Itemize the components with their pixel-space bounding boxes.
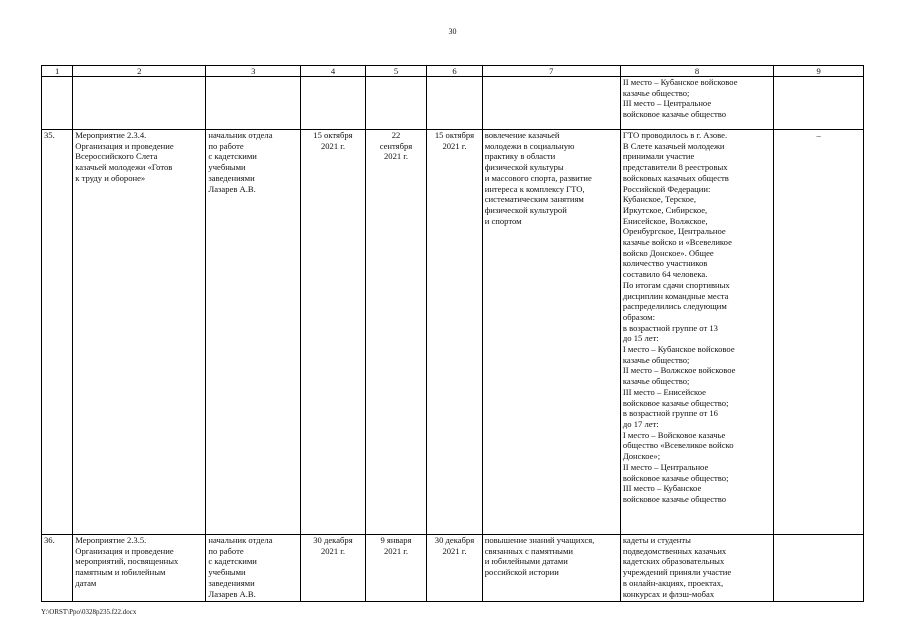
cell-text-line: Кубанское, Терское,: [622, 194, 696, 205]
date-cell: [365, 535, 427, 602]
cell-text-line: и спортом: [484, 215, 522, 226]
table-row: [42, 77, 864, 130]
row-number-cell: [42, 77, 73, 130]
activities-table: [41, 65, 864, 602]
cell-text-line: 2021 г.: [320, 545, 345, 556]
cell-text-line: подведомственных казачьих: [622, 545, 727, 556]
file-path-footer: Y:\ORST\Ppo\0328p235.f22.docx: [41, 608, 137, 616]
event-cell: [73, 130, 206, 535]
cell-text-line: российской истории: [484, 567, 559, 578]
cell-text-line: Лазарев А.В.: [208, 183, 256, 194]
result-info-cell: [620, 130, 773, 535]
cell-text-line: ГТО проводилось в г. Азове.: [622, 130, 728, 140]
cell-text-line: казачьей молодежи «Готов: [75, 162, 173, 173]
cell-text-line: заведениями: [208, 577, 255, 588]
expected-result-cell: [482, 535, 620, 602]
cell-text-line: учреждений приняли участие: [622, 567, 732, 578]
cell-text-line: в возрастной группе от 13: [622, 322, 718, 333]
cell-text-line: кадетских образовательных: [622, 556, 725, 567]
cell-text-line: с кадетскими: [208, 151, 257, 162]
event-cell: [73, 77, 206, 130]
cell-text-line: принимали участие: [622, 151, 695, 162]
cell-text-line: 2021 г.: [442, 545, 467, 556]
note-cell: [774, 77, 864, 130]
cell-text-line: Лазарев А.В.: [208, 588, 256, 599]
responsible-cell: [206, 77, 301, 130]
table-row: [42, 535, 864, 602]
date-cell: [365, 77, 427, 130]
cell-text-line: 2021 г.: [442, 140, 467, 151]
cell-text-line: Иркутское, Сибирское,: [622, 204, 708, 215]
cell-text-line: учебными: [208, 162, 246, 173]
column-number: 5: [365, 66, 427, 77]
cell-text-line: войсковое казачье общество;: [622, 472, 729, 483]
cell-text-line: 15 октября: [434, 130, 475, 140]
result-info-cell: [620, 77, 773, 130]
cell-text-line: образом:: [622, 311, 655, 322]
cell-text-line: Мероприятие 2.3.5.: [75, 535, 147, 545]
cell-text-line: 2021 г.: [383, 151, 409, 162]
cell-text-line: интереса к комплексу ГТО,: [484, 183, 585, 194]
cell-text-line: войсковое казачье общество;: [622, 397, 729, 408]
cell-text-line: II место – Кубанское войсковое: [622, 77, 738, 87]
cell-text-line: с кадетскими: [208, 556, 257, 567]
column-number: 8: [620, 66, 773, 77]
cell-text-line: к труду и обороне»: [75, 172, 146, 183]
cell-text-line: Мероприятие 2.3.4.: [75, 130, 147, 140]
cell-text-line: казачье общество;: [622, 87, 690, 98]
row-number-cell: 36.: [42, 535, 73, 602]
cell-text-line: I место – Кубанское войсковое: [622, 344, 735, 355]
cell-text-line: и массового спорта, развитие: [484, 172, 592, 183]
column-number: 4: [301, 66, 366, 77]
date-cell: [427, 130, 482, 535]
cell-text-line: и юбилейными датами: [484, 556, 568, 567]
cell-text-line: Оренбургское, Центральное: [622, 226, 726, 237]
cell-text-line: по работе: [208, 140, 244, 151]
cell-text-line: датам: [75, 577, 97, 588]
page-number: 30: [448, 27, 457, 36]
cell-text-line: Донское»;: [622, 451, 661, 462]
cell-text-line: войско Донское». Общее: [622, 247, 714, 258]
event-cell: [73, 535, 206, 602]
cell-text-line: Организация и проведение: [75, 545, 174, 556]
date-cell: [365, 130, 427, 535]
cell-text-line: учебными: [208, 567, 246, 578]
cell-text-line: сентября: [379, 140, 413, 151]
column-number: 2: [73, 66, 206, 77]
cell-text-line: в онлайн-акциях, проектах,: [622, 577, 724, 588]
cell-text-line: кадеты и студенты: [622, 535, 691, 545]
cell-text-line: до 17 лет:: [622, 418, 659, 429]
cell-text-line: общество «Всевеликое войско: [622, 440, 734, 451]
cell-text-line: 2021 г.: [383, 545, 409, 556]
cell-text-line: 15 октября: [313, 130, 353, 140]
responsible-cell: [206, 130, 301, 535]
column-number-row: [42, 66, 864, 77]
cell-text-line: III место – Кубанское: [622, 483, 702, 494]
cell-text-line: в возрастной группе от 16: [622, 408, 718, 419]
cell-text-line: количество участников: [622, 258, 708, 269]
column-number: 3: [206, 66, 301, 77]
cell-text-line: Енисейское, Волжское,: [622, 215, 708, 226]
cell-text-line: Российской Федерации:: [622, 183, 711, 194]
cell-text-line: По итогам сдачи спортивных: [622, 279, 730, 290]
cell-text-line: практику в области: [484, 151, 556, 162]
cell-text-line: войсковое казачье общество: [622, 493, 727, 504]
planned-date-cell: [301, 130, 366, 535]
note-cell: –: [774, 130, 864, 535]
column-number: 6: [427, 66, 482, 77]
cell-text-line: по работе: [208, 545, 244, 556]
result-info-cell: [620, 535, 773, 602]
cell-text-line: II место – Центральное: [622, 461, 709, 472]
cell-text-line: II место – Волжское войсковое: [622, 365, 736, 376]
cell-text-line: заведениями: [208, 172, 255, 183]
date-cell: [427, 77, 482, 130]
cell-text-line: III место – Енисейское: [622, 386, 706, 397]
cell-text-line: 22: [391, 130, 401, 140]
cell-text-line: памятным и юбилейным: [75, 567, 166, 578]
cell-text-line: В Слете казачьей молодежи: [622, 140, 725, 151]
cell-text-line: вовлечение казачьей: [484, 130, 560, 140]
cell-text-line: физической культурой: [484, 204, 567, 215]
planned-date-cell: [301, 77, 366, 130]
cell-text-line: до 15 лет:: [622, 333, 659, 344]
cell-text-line: связанных с памятными: [484, 545, 573, 556]
cell-text-line: начальник отдела: [208, 130, 273, 140]
expected-result-cell: [482, 77, 620, 130]
cell-text-line: составило 64 человека.: [622, 269, 708, 280]
cell-text-line: Организация и проведение: [75, 140, 174, 151]
cell-text-line: 30 декабря: [434, 535, 475, 545]
table-row: [42, 130, 864, 535]
cell-text-line: систематическим занятиям: [484, 194, 584, 205]
cell-text-line: молодежи в социальную: [484, 140, 575, 151]
cell-text-line: дисциплин командные места: [622, 290, 729, 301]
planned-date-cell: [301, 535, 366, 602]
column-number: 7: [482, 66, 620, 77]
cell-text-line: 30 декабря: [313, 535, 353, 545]
expected-result-cell: [482, 130, 620, 535]
responsible-cell: [206, 535, 301, 602]
date-cell: [427, 535, 482, 602]
cell-text-line: войсковое казачье общество: [622, 109, 727, 120]
cell-text-line: 9 января: [380, 535, 412, 545]
cell-text-line: Всероссийского Слета: [75, 151, 158, 162]
row-number-cell: 35.: [42, 130, 73, 535]
cell-text-line: казачье войско и «Всевеликое: [622, 237, 732, 248]
cell-text-line: I место – Войсковое казачье: [622, 429, 726, 440]
cell-text-line: повышение знаний учащихся,: [484, 535, 595, 545]
note-cell: [774, 535, 864, 602]
cell-text-line: войсковых казачьих обществ: [622, 172, 729, 183]
cell-text-line: представители 8 реестровых: [622, 162, 728, 173]
column-number: 1: [42, 66, 73, 77]
cell-text-line: казачье общество;: [622, 376, 690, 387]
cell-text-line: конкурсах и флэш-мобах: [622, 588, 715, 599]
cell-text-line: III место – Центральное: [622, 98, 712, 109]
cell-text-line: начальник отдела: [208, 535, 273, 545]
cell-text-line: мероприятий, посвященных: [75, 556, 179, 567]
column-number: 9: [774, 66, 864, 77]
cell-text-line: 2021 г.: [320, 140, 345, 151]
cell-text-line: казачье общество;: [622, 354, 690, 365]
cell-text-line: физической культуры: [484, 162, 564, 173]
cell-text-line: распределились следующим: [622, 301, 727, 312]
